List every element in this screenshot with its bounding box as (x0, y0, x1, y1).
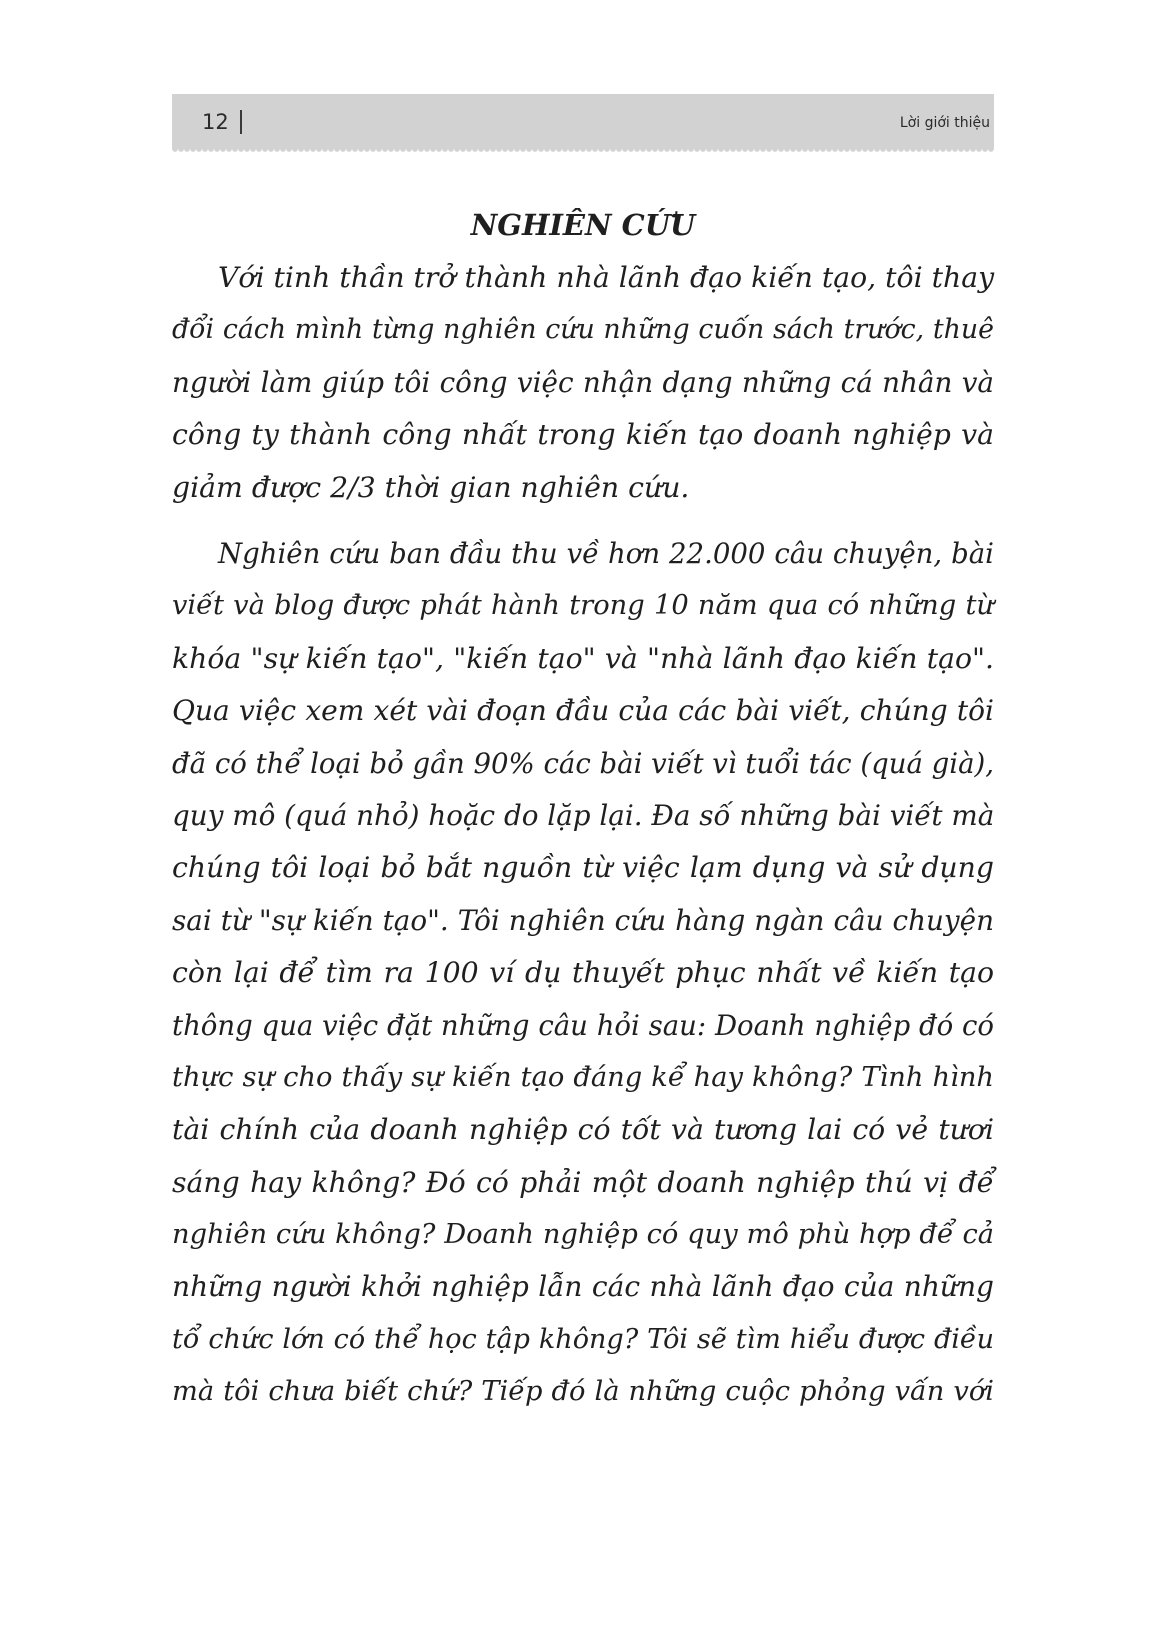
text-line: Nghiên cứu ban đầu thu về hơn 22.000 câu chuyện, bài (218, 538, 994, 570)
running-head-title: Lời giới thiệu (899, 115, 990, 131)
text-line: viết và blog được phát hành trong 10 năm qua có những từ (172, 590, 994, 622)
text-line: quy mô (quá nhỏ) hoặc do lặp lại. Đa số những bài viết mà (172, 798, 995, 832)
text-line: tài chính của doanh nghiệp có tốt và tương lai có vẻ tươi (172, 1113, 994, 1147)
header-scalloped-edge (172, 149, 994, 155)
paragraph-2 (172, 528, 994, 1419)
page-number: 12 (202, 110, 229, 134)
text-line: công ty thành công nhất trong kiến tạo doanh nghiệp và (172, 418, 994, 452)
text-line: người làm giúp tôi công việc nhận dạng những cá nhân và (172, 365, 994, 399)
text-line: giảm được 2/3 thời gian nghiên cứu. (172, 470, 690, 504)
text-line: Qua việc xem xét vài đoạn đầu của các bài viết, chúng tôi (172, 694, 994, 728)
text-line: đổi cách mình từng nghiên cứu những cuốn sách trước, thuê (172, 314, 994, 346)
page-number-separator (240, 110, 242, 134)
paragraph-1 (172, 252, 994, 514)
text-line: những người khởi nghiệp lẫn các nhà lãnh đạo của những (172, 1270, 994, 1304)
text-line: thực sự cho thấy sự kiến tạo đáng kể hay không? Tình hình (172, 1061, 994, 1093)
text-line: nghiên cứu không? Doanh nghiệp có quy mô phù hợp để cả (172, 1219, 994, 1251)
running-header-band (172, 94, 994, 149)
text-line: tổ chức lớn có thể học tập không? Tôi sẽ tìm hiểu được điều (172, 1323, 994, 1355)
text-line: thông qua việc đặt những câu hỏi sau: Doanh nghiệp đó có (172, 1009, 994, 1042)
text-line: sáng hay không? Đó có phải một doanh nghiệp thú vị để (172, 1165, 994, 1199)
text-line: chúng tôi loại bỏ bắt nguồn từ việc lạm dụng và sử dụng (172, 851, 994, 885)
text-line: khóa "sự kiến tạo", "kiến tạo" và "nhà lãnh đạo kiến tạo". (172, 641, 994, 675)
text-line: đã có thể loại bỏ gần 90% các bài viết vì tuổi tác (quá già), (172, 747, 994, 780)
text-line: còn lại để tìm ra 100 ví dụ thuyết phục nhất về kiến tạo (172, 956, 994, 990)
text-line: sai từ "sự kiến tạo". Tôi nghiên cứu hàng ngàn câu chuyện (172, 903, 994, 937)
text-line: Với tinh thần trở thành nhà lãnh đạo kiến tạo, tôi thay (218, 261, 995, 294)
text-line: mà tôi chưa biết chứ? Tiếp đó là những cuộc phỏng vấn với (172, 1376, 994, 1408)
section-title: NGHIÊN CỨU (470, 208, 696, 242)
